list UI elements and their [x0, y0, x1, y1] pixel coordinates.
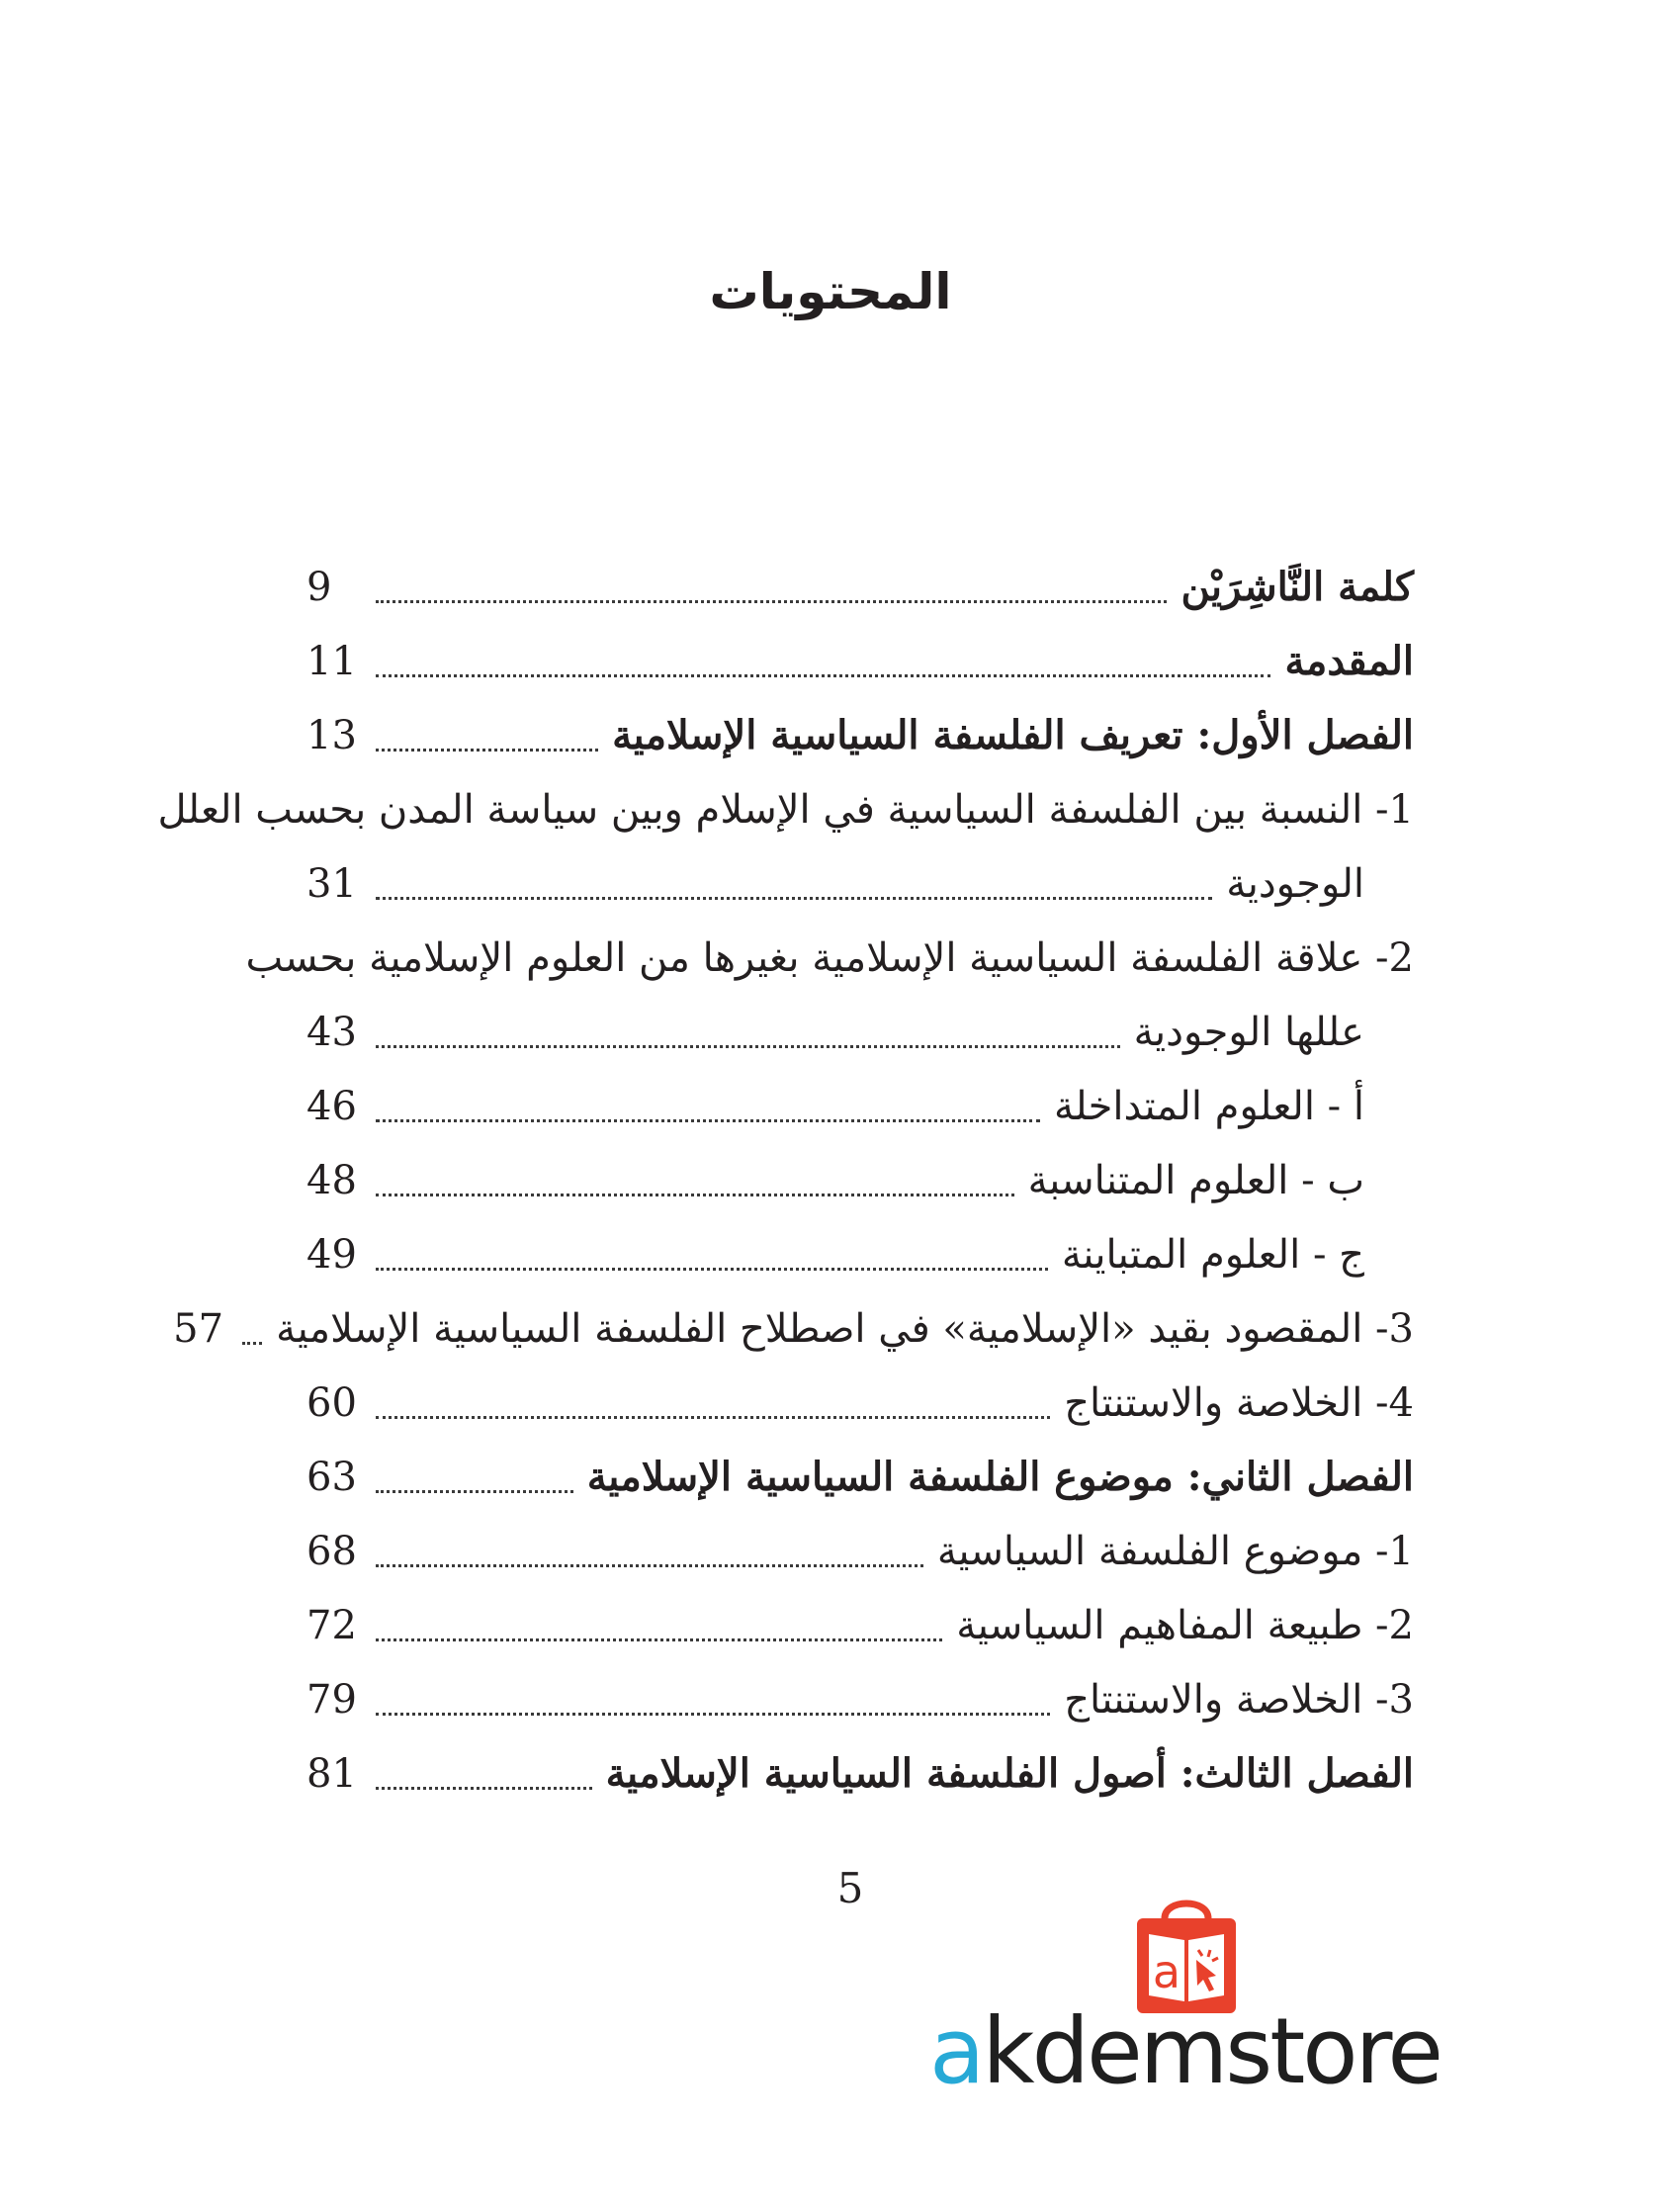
toc-entry-page: 9 [306, 565, 332, 610]
chapter-entry [306, 692, 1414, 765]
toc-entry [306, 618, 1414, 691]
toc-entry-text: كلمة النَّاشِرَيْن [1180, 564, 1414, 610]
toc-entry [306, 989, 1364, 1062]
toc-entry-page: 31 [306, 861, 357, 907]
toc-entry [306, 544, 1414, 617]
dot-leader [376, 1045, 1120, 1048]
toc-subentry [306, 1137, 1364, 1210]
dot-leader [376, 1268, 1048, 1271]
toc-entry-page: 72 [306, 1603, 357, 1648]
toc-entry-page: 68 [306, 1529, 357, 1574]
toc-entry-page: 63 [306, 1455, 357, 1500]
page-title: المحتويات [709, 263, 952, 320]
chapter-entry [306, 1730, 1414, 1804]
toc-entry-text: 2- طبيعة المفاهيم السياسية [956, 1603, 1414, 1648]
toc-entry-text: 2- علاقة الفلسفة السياسية الإسلامية بغيرها من العلوم الإسلامية بحسب [245, 935, 1414, 981]
brand-accent-letter: a [929, 1998, 983, 2104]
toc-entry-text: ج - العلوم المتباينة [1061, 1232, 1364, 1278]
toc-entry [306, 841, 1364, 914]
toc-entry-text: ب - العلوم المتناسبة [1027, 1158, 1364, 1203]
toc-subentry [306, 1063, 1364, 1136]
toc-entry-page: 43 [306, 1010, 357, 1055]
toc-entry-page: 48 [306, 1158, 357, 1203]
toc-entry [306, 1360, 1414, 1433]
logo-icon-letter: a [1152, 1945, 1181, 1998]
toc-entry-line [245, 915, 1414, 988]
dot-leader [376, 1194, 1014, 1196]
page-number: 5 [836, 1864, 864, 1912]
toc-entry-line [157, 766, 1414, 840]
toc-entry-text: الوجودية [1226, 861, 1364, 907]
toc-entry-text: 3- المقصود بقيد «الإسلامية» في اصطلاح الفلسفة السياسية الإسلامية [276, 1306, 1414, 1352]
toc-entry-page: 11 [306, 639, 357, 684]
toc-entry-page: 60 [306, 1380, 357, 1426]
dot-leader [376, 1490, 573, 1493]
toc-entry-text: 1- موضوع الفلسفة السياسية [936, 1529, 1414, 1574]
dot-leader [376, 674, 1270, 677]
toc-entry-text: 4- الخلاصة والاستنتاج [1064, 1380, 1414, 1426]
toc-entry-text: 3- الخلاصة والاستنتاج [1064, 1677, 1414, 1723]
toc-entry-text: الفصل الثالث: أصول الفلسفة السياسية الإسلامية [605, 1750, 1414, 1797]
toc-entry-text: عللها الوجودية [1133, 1010, 1364, 1055]
toc-entry-text: الفصل الأول: تعريف الفلسفة السياسية الإسلامية [612, 712, 1414, 758]
toc-entry [306, 1656, 1414, 1729]
brand-wordmark [929, 1997, 1443, 2106]
toc-subentry [306, 1211, 1364, 1284]
dot-leader [376, 749, 598, 752]
toc-entry-page: 13 [306, 713, 357, 758]
dot-leader [376, 1638, 942, 1641]
toc-entry-page: 57 [173, 1306, 224, 1352]
dot-leader [376, 1416, 1050, 1419]
dot-leader [376, 1119, 1040, 1122]
toc-entry-text: الفصل الثاني: موضوع الفلسفة السياسية الإسلامية [586, 1454, 1414, 1500]
toc-entry-page: 46 [306, 1084, 357, 1129]
dot-leader [376, 897, 1212, 900]
toc-entry [306, 1582, 1414, 1655]
toc-entry-page: 79 [306, 1677, 357, 1723]
toc-entry-page: 49 [306, 1232, 357, 1278]
dot-leader [376, 600, 1167, 603]
dot-leader [376, 1564, 923, 1567]
chapter-entry [306, 1434, 1414, 1507]
dot-leader [376, 1787, 592, 1790]
dot-leader [376, 1713, 1050, 1716]
toc-entry-text: 1- النسبة بين الفلسفة السياسية في الإسلام وبين سياسة المدن بحسب العلل [157, 787, 1414, 833]
toc-entry [306, 1508, 1414, 1581]
toc-entry-text: أ - العلوم المتداخلة [1053, 1084, 1364, 1129]
toc-entry [173, 1285, 1414, 1359]
toc-entry-page: 81 [306, 1751, 357, 1797]
dot-leader [242, 1342, 262, 1345]
toc-entry-text: المقدمة [1284, 638, 1414, 684]
brand-name: kdemstore [982, 1998, 1441, 2104]
